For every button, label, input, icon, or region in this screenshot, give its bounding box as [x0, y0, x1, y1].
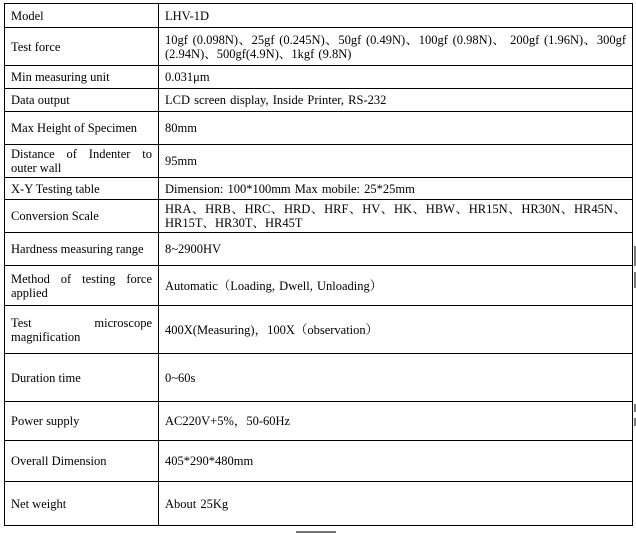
table-row — [5, 266, 633, 306]
row-value-net-weight: About 25Kg — [159, 482, 633, 526]
table-row — [5, 89, 633, 112]
row-label-force-method: Method of testing force applied — [5, 266, 159, 306]
row-value-indenter-distance: 95mm — [159, 145, 633, 178]
row-label-model: Model — [5, 4, 159, 28]
row-label-microscope-magnification: Test microscope magnification — [5, 306, 159, 354]
table-row — [5, 4, 633, 28]
row-label-overall-dimension: Overall Dimension — [5, 441, 159, 482]
row-value-overall-dimension: 405*290*480mm — [159, 441, 633, 482]
row-label-hardness-range: Hardness measuring range — [5, 233, 159, 266]
row-label-power-supply: Power supply — [5, 402, 159, 441]
row-label-data-output: Data output — [5, 89, 159, 112]
row-label-xy-table: X-Y Testing table — [5, 178, 159, 200]
row-label-net-weight: Net weight — [5, 482, 159, 526]
row-label-max-height: Max Height of Specimen — [5, 112, 159, 145]
row-value-microscope-magnification: 400X(Measuring)，100X（observation） — [159, 306, 633, 354]
specification-table — [4, 3, 633, 526]
row-label-min-measuring-unit: Min measuring unit — [5, 66, 159, 89]
table-row — [5, 200, 633, 233]
table-row — [5, 233, 633, 266]
row-value-xy-table: Dimension: 100*100mm Max mobile: 25*25mm — [159, 178, 633, 200]
row-value-duration-time: 0~60s — [159, 354, 633, 402]
table-row — [5, 145, 633, 178]
row-label-indenter-distance: Distance of Indenter to outer wall — [5, 145, 159, 178]
row-value-max-height: 80mm — [159, 112, 633, 145]
table-row — [5, 178, 633, 200]
table-row — [5, 306, 633, 354]
row-value-conversion-scale: HRA、HRB、HRC、HRD、HRF、HV、HK、HBW、HR15N、HR30N、HR45N、HR15T、HR30T、HR45T — [159, 200, 633, 233]
row-value-test-force: 10gf (0.098N)、25gf (0.245N)、50gf (0.49N)、100gf (0.98N)、 200gf (1.96N)、300gf (2.94N)、500gf(4.9N)、1kgf (9.8N) — [159, 28, 633, 66]
table-row — [5, 66, 633, 89]
row-value-model: LHV-1D — [159, 4, 633, 28]
row-value-data-output: LCD screen display, Inside Printer, RS-232 — [159, 89, 633, 112]
row-value-min-measuring-unit: 0.031μm — [159, 66, 633, 89]
row-label-duration-time: Duration time — [5, 354, 159, 402]
table-row — [5, 28, 633, 66]
row-label-test-force: Test force — [5, 28, 159, 66]
row-value-power-supply: AC220V+5%，50-60Hz — [159, 402, 633, 441]
row-value-hardness-range: 8~2900HV — [159, 233, 633, 266]
table-row — [5, 112, 633, 145]
row-value-force-method: Automatic（Loading, Dwell, Unloading） — [159, 266, 633, 306]
row-label-conversion-scale: Conversion Scale — [5, 200, 159, 233]
table-row — [5, 402, 633, 441]
table-row — [5, 482, 633, 526]
table-row — [5, 441, 633, 482]
table-row — [5, 354, 633, 402]
